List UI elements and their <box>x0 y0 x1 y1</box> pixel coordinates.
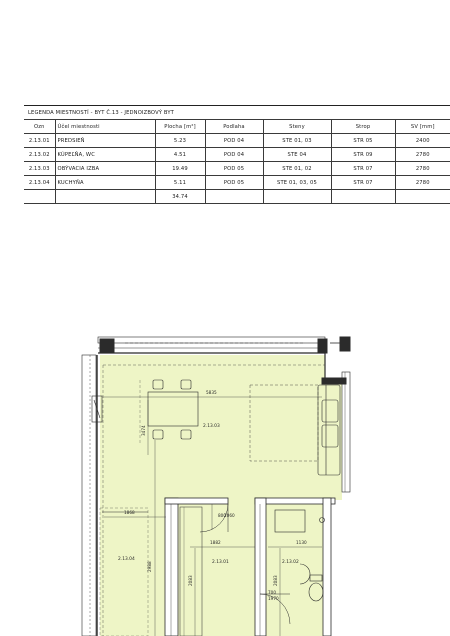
total-empty <box>331 190 395 204</box>
header-ceiling: Strop <box>331 120 395 134</box>
total-empty <box>205 190 263 204</box>
table-row <box>24 176 450 190</box>
header-walls: Steny <box>263 120 331 134</box>
cell-ceiling: STR 09 <box>331 148 395 162</box>
cell-walls: STE 01, 03 <box>263 134 331 148</box>
exterior-wall-top <box>98 337 327 353</box>
cell-walls: STE 04 <box>263 148 331 162</box>
cell-height: 2780 <box>395 162 450 176</box>
total-empty <box>395 190 450 204</box>
dim-bath-height: 2083 <box>273 575 278 586</box>
room-legend-table <box>24 105 450 203</box>
dim-kitchen-height: 2988 <box>147 561 152 572</box>
dim-kitchen-width: 1868 <box>124 510 135 515</box>
cell-area: 5.23 <box>155 134 205 148</box>
cell-ozn: 2.13.01 <box>24 134 55 148</box>
header-ozn: Ozn <box>24 120 55 134</box>
table-row <box>24 134 450 148</box>
dim-door-3: 700 <box>268 590 276 595</box>
cell-purpose: KUCHYŇA <box>55 176 155 190</box>
exterior-wall-left <box>82 355 97 636</box>
label-kitchen: 2.13.04 <box>118 557 135 562</box>
cell-area: 19.49 <box>155 162 205 176</box>
cell-ozn: 2.13.02 <box>24 148 55 162</box>
header-height: SV [mm] <box>395 120 450 134</box>
total-empty <box>263 190 331 204</box>
dim-door-2: 2060 <box>224 513 235 518</box>
cell-ceiling: STR 05 <box>331 134 395 148</box>
total-empty <box>55 190 155 204</box>
dim-door-4: 1970 <box>268 596 279 601</box>
total-empty <box>24 190 55 204</box>
total-row <box>24 190 450 204</box>
header-floor: Podlaha <box>205 120 263 134</box>
cell-area: 5.11 <box>155 176 205 190</box>
dim-hall-width: 1882 <box>210 540 221 545</box>
cell-floor: POD 05 <box>205 162 263 176</box>
cell-ozn: 2.13.04 <box>24 176 55 190</box>
legend-title: LEGENDA MIESTNOSTÍ - BYT Č.13 - JEDNOIZBOVÝ BYT <box>24 106 450 120</box>
table-row <box>24 162 450 176</box>
cell-height: 2400 <box>395 134 450 148</box>
cell-floor: POD 04 <box>205 134 263 148</box>
dim-hall-height: 2083 <box>188 575 193 586</box>
cell-area: 4.51 <box>155 148 205 162</box>
dim-living-small: 3474 <box>141 425 146 436</box>
cell-floor: POD 04 <box>205 148 263 162</box>
label-bathroom: 2.13.02 <box>282 560 299 565</box>
floor-plan <box>0 328 450 636</box>
legend-title-row <box>24 106 450 120</box>
cell-ceiling: STR 07 <box>331 176 395 190</box>
dim-door-1: 800 <box>218 513 226 518</box>
cell-ozn: 2.13.03 <box>24 162 55 176</box>
header-area: Plocha [m²] <box>155 120 205 134</box>
cell-walls: STE 01, 02 <box>263 162 331 176</box>
label-hall: 2.13.01 <box>212 560 229 565</box>
cell-purpose: KÚPEĽŇA, WC <box>55 148 155 162</box>
legend-header-row <box>24 120 450 134</box>
total-area: 34.74 <box>155 190 205 204</box>
cell-purpose: OBÝVACIA IZBA <box>55 162 155 176</box>
dim-room-width: 5835 <box>206 390 217 395</box>
label-living-room: 2.13.03 <box>203 424 220 429</box>
cell-purpose: PREDSIEŇ <box>55 134 155 148</box>
table-row <box>24 148 450 162</box>
cell-height: 2780 <box>395 148 450 162</box>
cell-ceiling: STR 07 <box>331 162 395 176</box>
cell-height: 2780 <box>395 176 450 190</box>
cell-walls: STE 01, 03, 05 <box>263 176 331 190</box>
cell-floor: POD 05 <box>205 176 263 190</box>
dim-bath-width: 1130 <box>296 540 307 545</box>
header-purpose: Účel miestnosti <box>55 120 155 134</box>
